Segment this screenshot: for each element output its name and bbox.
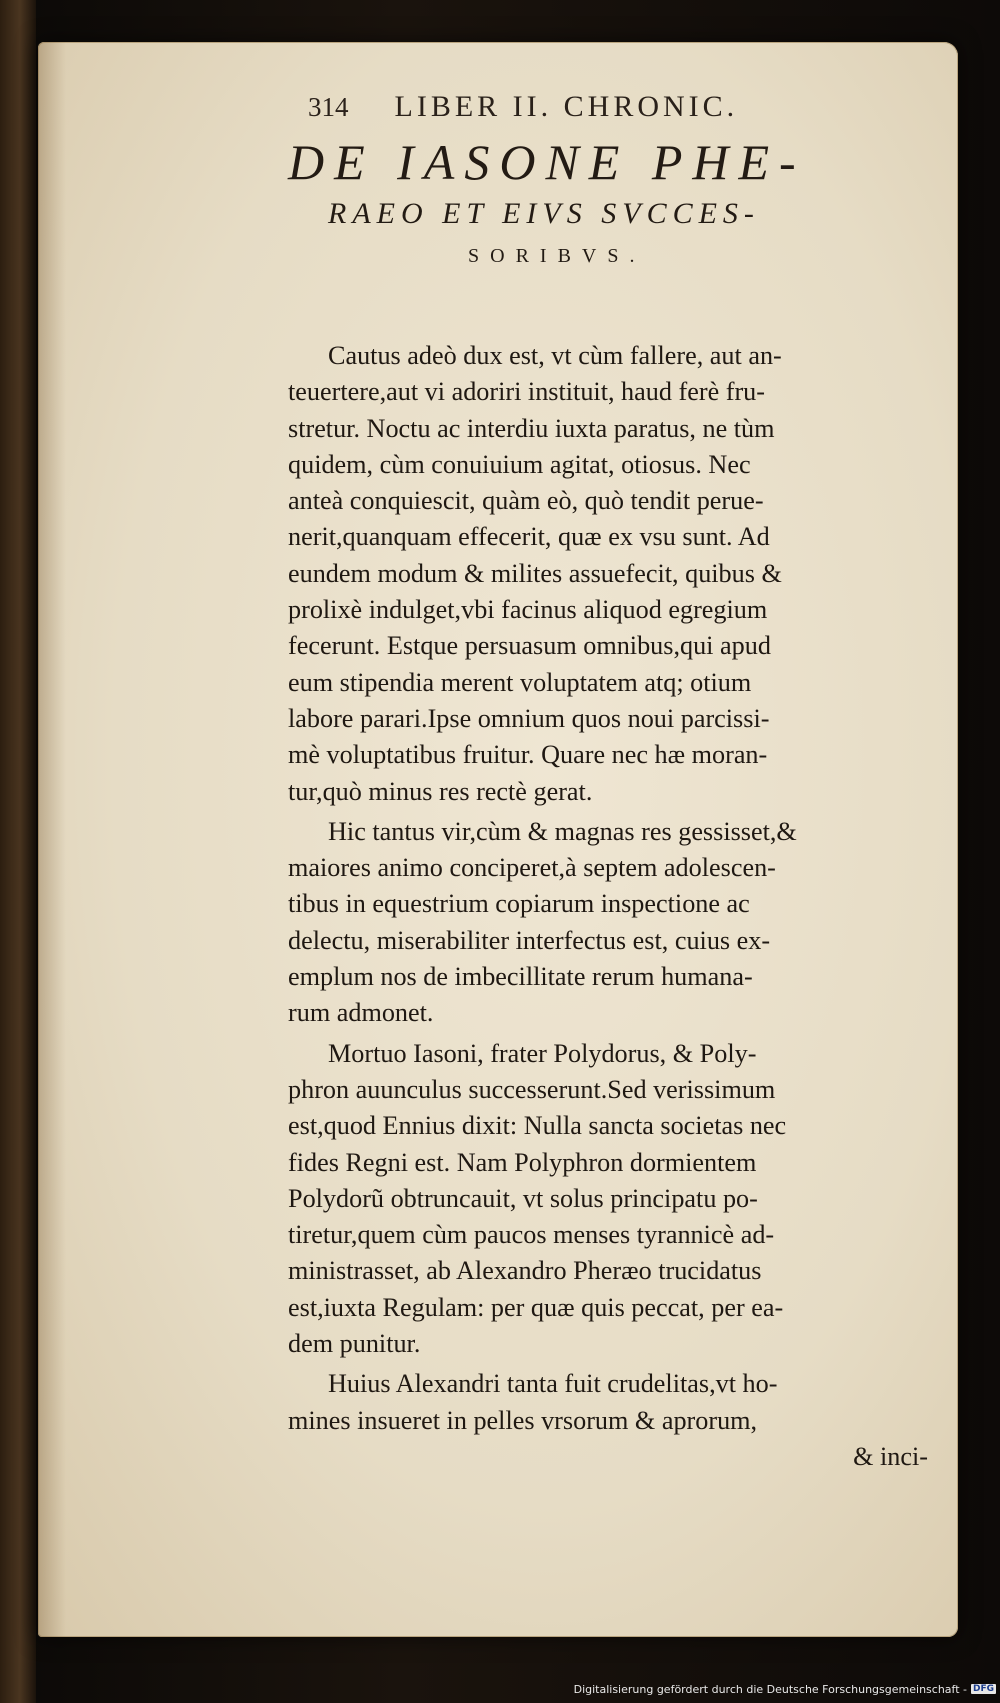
- text-line: Huius Alexandri tanta fuit crudelitas,vt ho-: [328, 1369, 778, 1399]
- text-line: tiretur,quem cùm paucos menses tyrannicè ad-: [288, 1220, 775, 1250]
- text-line: Cautus adeò dux est, vt cùm fallere, aut an-: [328, 341, 782, 370]
- text-line: prolixè indulget,vbi facinus aliquod egregium: [288, 595, 768, 625]
- title-line: SORIBVS.: [468, 245, 646, 267]
- paragraph: [288, 338, 928, 810]
- catchword: & inci-: [853, 1441, 928, 1471]
- text-line: labore parari.Ipse omnium quos noui parcissi-: [288, 703, 770, 733]
- text-line: dem punitur.: [288, 1329, 421, 1359]
- chapter-title: [288, 132, 948, 276]
- text-line: rum admonet.: [288, 998, 434, 1028]
- text-line: anteà conquiescit, quàm eò, quò tendit perue-: [288, 486, 764, 516]
- text-line: phron auunculus successerunt.Sed verissimum: [288, 1074, 776, 1104]
- title-line: DE IASONE PHE-: [288, 134, 806, 190]
- body-text: [288, 338, 928, 1479]
- paragraph: [288, 1036, 928, 1363]
- text-line: emplum nos de imbecillitate rerum humana-: [288, 962, 753, 992]
- text-line: nerit,quanquam effecerit, quæ ex vsu sunt. Ad: [288, 522, 770, 552]
- book-page: [38, 42, 958, 1637]
- book-binding-edge: [0, 0, 36, 1703]
- text-line: mè voluptatibus fruitur. Quare nec hæ moran-: [288, 740, 768, 770]
- credit-text: Digitalisierung gefördert durch die Deutsche Forschungsgemeinschaft -: [573, 1682, 967, 1696]
- title-line: RAEO ET EIVS SVCCES-: [328, 197, 760, 230]
- text-line: eundem modum & milites assuefecit, quibus &: [288, 558, 782, 588]
- text-line: tur,quò minus res rectè gerat.: [288, 776, 593, 806]
- text-line: ministrasset, ab Alexandro Pheræo trucidatus: [288, 1256, 762, 1286]
- paragraph: [288, 1366, 928, 1475]
- text-line: fides Regni est. Nam Polyphron dormientem: [288, 1147, 757, 1177]
- text-line: est,quod Ennius dixit: Nulla sancta societas nec: [288, 1111, 787, 1141]
- page-gutter-shadow: [38, 42, 66, 1637]
- text-line: Polydorũ obtruncauit, vt solus principatu po-: [288, 1183, 758, 1213]
- paragraph: [288, 814, 928, 1032]
- text-line: quidem, cùm conuiuium agitat, otiosus. Nec: [288, 449, 751, 479]
- dfg-logo: DFG: [972, 1684, 994, 1694]
- text-line: eum stipendia merent voluptatem atq; otium: [288, 667, 752, 697]
- text-line: Hic tantus vir,cùm & magnas res gessisset,&: [328, 816, 797, 846]
- text-line: delectu, miserabiliter interfectus est, cuius ex-: [288, 925, 771, 955]
- text-line: mines insueret in pelles vrsorum & aprorum,: [288, 1405, 758, 1435]
- text-line: Mortuo Iasoni, frater Polydorus, & Poly-: [328, 1038, 757, 1068]
- text-line: tibus in equestrium copiarum inspectione ac: [288, 889, 750, 919]
- text-line: stretur. Noctu ac interdiu iuxta paratus, ne tùm: [288, 413, 775, 443]
- digitization-credit: [574, 1681, 996, 1697]
- text-line: teuertere,aut vi adoriri instituit, haud ferè fru-: [288, 377, 766, 407]
- page-header: [308, 90, 868, 130]
- page-number: 314: [308, 92, 349, 122]
- running-head: LIBER II. CHRONIC.: [394, 90, 739, 123]
- text-line: est,iuxta Regulam: per quæ quis peccat, per ea-: [288, 1292, 784, 1322]
- text-line: maiores animo conciperet,à septem adolescen-: [288, 853, 776, 883]
- text-line: fecerunt. Estque persuasum omnibus,qui apud: [288, 631, 771, 661]
